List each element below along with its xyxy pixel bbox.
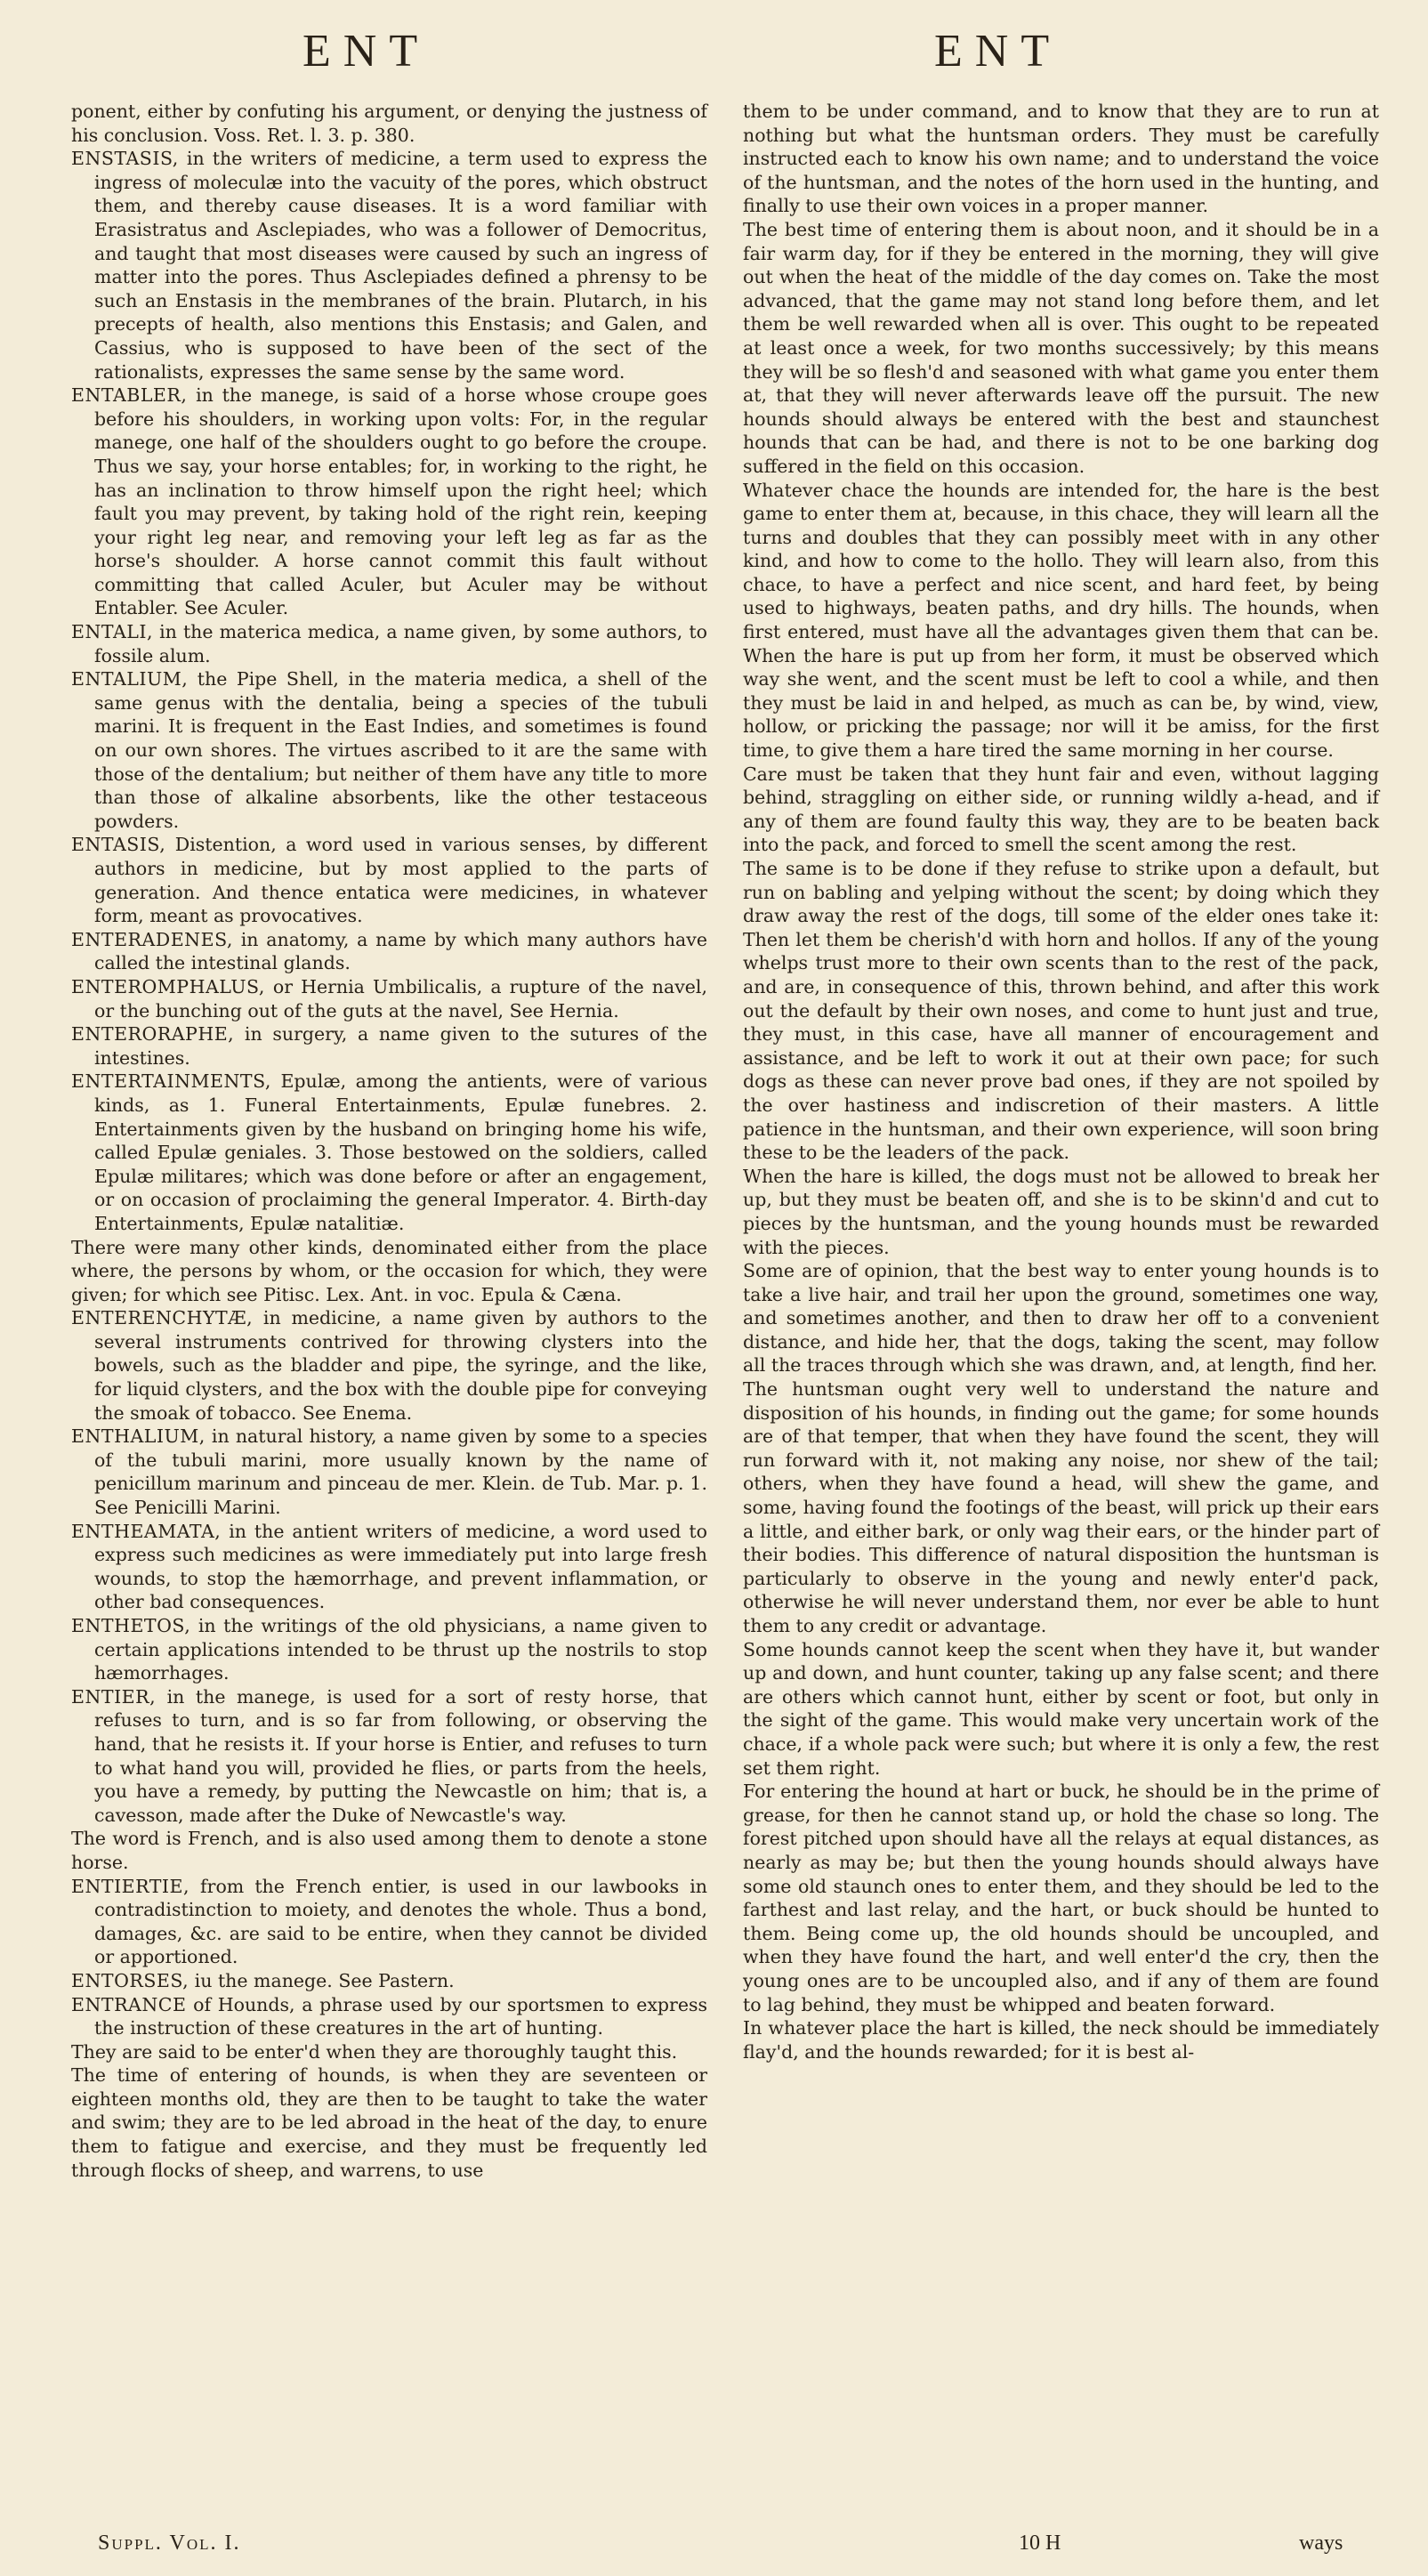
dictionary-entry: [71, 1969, 707, 1993]
entry-text: in the manege, is said of a horse whose croupe goes before his shoulders, in working upon volts: For, in the regular manege, one half of the shoulders ought to go before the croupe. Thus we say, your horse entables; for, in working to the right, he has an inclination to throw himself upon the right heel; which fault you may prevent, by taking hold of the right rein, keeping your right leg near, and removing your left leg as far as the horse's shoulder. A horse cannot commit this fault without committing that called Aculer, but Aculer may be without Entabler. See Aculer.: [94, 384, 707, 619]
continued-paragraph: ponent, either by confuting his argument, or denying the justness of his conclusion. Voss. Ret. l. 3. p. 380.: [71, 101, 707, 146]
entry-headword: ENTERTAINMENTS,: [71, 1070, 271, 1093]
entry-headword: ENSTASIS,: [71, 148, 179, 170]
entry-headword: ENTIER,: [71, 1685, 157, 1708]
entry-headword: ENTHALIUM,: [71, 1425, 206, 1448]
entry-headword: ENTEROMPHALUS,: [71, 975, 265, 997]
entry-text: in the materica medica, a name given, by some authors, to fossile alum.: [94, 621, 707, 666]
dictionary-entry: [71, 147, 707, 384]
dictionary-entry: [71, 1614, 707, 1685]
dictionary-entry: [71, 1520, 707, 1614]
catchword: ways: [1299, 2532, 1343, 2555]
entry-headword: ENTERENCHYTÆ,: [71, 1307, 254, 1329]
running-head-left: ENT: [303, 26, 431, 77]
entry-text: or Hernia Umbilicalis, a rupture of the navel, or the bunching out of the guts at the navel, See Hernia.: [94, 975, 707, 1022]
dictionary-entry: [71, 384, 707, 620]
dictionary-entry: [71, 928, 707, 975]
entry-text: in medicine, a name given by authors to the several instruments contrived for throwing clysters into the bowels, such as the bladder and pipe, the syringe, and the like, for liquid clysters, and the box with the double pipe for conveying the smoak of tobacco. See Enema.: [94, 1307, 707, 1424]
entry-text: Distention, a word used in various senses, by different authors in medicine, but by most applied to the parts of generation. And thence entatica were medicines, in whatever form, meant as provocatives.: [94, 834, 707, 927]
paragraph: The word is French, and is also used among them to denote a stone horse.: [71, 1828, 707, 1873]
entry-headword: ENTIERTIE,: [71, 1875, 190, 1897]
dictionary-entry: [71, 1685, 707, 1828]
left-column: [71, 100, 707, 2182]
dictionary-entry: [71, 975, 707, 1022]
paragraph: Care must be taken that they hunt fair and even, without lagging behind, straggling on either side, or running wildly a-head, and if any of them are found faulty this way, they are to be beaten back into the pack, and forced to smell the scent among the rest.: [743, 763, 1379, 856]
entry-text: in the writings of the old physicians, a name given to certain applications intended to be thrust up the nostrils to stop hæmorrhages.: [94, 1615, 707, 1684]
paragraph: The time of entering of hounds, is when they are seventeen or eighteen months old, they are then to be taught to take the water and swim; they are to be led abroad in the heat of the day, to enure them to fatigue and exercise, and they must be frequently led through flocks of sheep, and warrens, to use: [71, 2064, 707, 2181]
entry-headword: ENTHETOS,: [71, 1615, 191, 1636]
dictionary-entry: [71, 620, 707, 667]
entry-text: iu the manege. See Pastern.: [189, 1969, 455, 1991]
entry-text: in natural history, a name given by some to a species of the tubuli marini, more usually known by the name of penicillum marinum and pinceau de mer. Klein. de Tub. Mar. p. 1. See Penicilli Marini.: [94, 1425, 707, 1519]
dictionary-entry: [71, 667, 707, 833]
paragraph: Some hounds cannot keep the scent when they have it, but wander up and down, and hunt counter, taking up any false scent; and there are others which cannot hunt, either by scent or foot, but only in the sight of the game. This would make very uncertain work of the chace, if a whole pack were such; but where it is only a few, the rest set them right.: [743, 1638, 1379, 1779]
paragraph: Whatever chace the hounds are intended for, the hare is the best game to enter them at, because, in this chace, they will learn all the turns and doubles that they can possibly meet with in any other kind, and how to come to the hollo. They will learn also, from this chace, to have a perfect and nice scent, and hard feet, by being used to highways, beaten paths, and dry hills. The hounds, when first entered, must have all the advantages given them that can be. When the hare is put up from her form, it must be observed which way she went, and the scent must be left to cool a while, and then they must be laid in and helped, as much as can be, by wind, view, hollow, or pricking the passage; nor will it be amiss, for the first time, to give them a hare tired the same morning in her course.: [743, 479, 1379, 762]
entry-text: in the writers of medicine, a term used to express the ingress of moleculæ into the vacuity of the pores, which obstruct them, and thereby cause diseases. It is a word familiar with Erasistratus and Asclepiades, who was a follower of Democritus, and taught that most diseases were caused by such an ingress of matter into the pores. Thus Asclepiades defined a phrensy to be such an Enstasis in the membranes of the brain. Plutarch, in his precepts of health, also mentions this Enstasis; and Galen, and Cassius, who is supposed to have been of the sect of the rationalists, expresses the same sense by the same word.: [94, 148, 707, 383]
dictionary-entry: [71, 1306, 707, 1425]
volume-signature: Suppl. Vol. I.: [98, 2532, 241, 2555]
continued-paragraph: them to be under command, and to know that they are to run at nothing but what the huntsman orders. They must be carefully instructed each to know his own name; and to understand the voice of the huntsman, and the notes of the horn used in the hunting, and finally to use their own voices in a proper manner.: [743, 101, 1379, 217]
entry-text: of Hounds, a phrase used by our sportsmen to express the instruction of these creatures in the art of hunting.: [94, 1993, 707, 2039]
entry-text: from the French entier, is used in our lawbooks in contradistinction to moiety, and denotes the whole. Thus a bond, damages, &c. are said to be entire, when they cannot be divided or apportioned.: [94, 1875, 707, 1968]
paragraph: For entering the hound at hart or buck, he should be in the prime of grease, for then he cannot stand up, or hold the chase so long. The forest pitched upon should have all the relays at equal distances, as nearly as may be; but then the young hounds should always have some old staunch ones to enter them, and they should be led to the farthest and last relay, and the hart, or buck should be hunted to them. Being come up, the old hounds should be uncoupled, and when they have found the hart, and well enter'd the cry, then the young ones are to be uncoupled also, and if any of them are found to lag behind, they must be whipped and beaten forward.: [743, 1781, 1379, 2015]
paragraph: The best time of entering them is about noon, and it should be in a fair warm day, for if they be entered in the morning, they will give out when the heat of the middle of the day comes on. Take the most advanced, that the game may not stand long before them, and let them be well rewarded when all is over. This ought to be repeated at least once a week, for two months successively; by this means they will be so flesh'd and seasoned with what game you enter them at, that they will never afterwards leave off the pursuit. The new hounds should always be entered with the best and staunchest hounds that can be had, and there is not to be one barking dog suffered in the field on this occasion.: [743, 218, 1379, 477]
running-head-right: ENT: [934, 26, 1062, 77]
paragraph: The same is to be done if they refuse to strike upon a default, but run on babling and yelping without the scent; by doing which they draw away the rest of the dogs, till some of the elder ones take it: Then let them be cherish'd with horn and hollos. If any of the young whelps trust more to their own scents than to the rest of the pack, and are, in consequence of this, thrown behind, and after this work out the default by their own noses, and come to hunt just and true, they must, in this case, have all manner of encouragement and assistance, and be left to work it out at their own pace; for such dogs as these can never prove bad ones, if they are not spoiled by the over hastiness and indiscretion of their masters. A little patience in the huntsman, and their own experience, will soon bring these to be the leaders of the pack.: [743, 858, 1379, 1164]
dictionary-entry: [71, 833, 707, 927]
dictionary-entry: [71, 1070, 707, 1235]
dictionary-entry: [71, 1993, 707, 2040]
entry-headword: ENTALIUM,: [71, 668, 189, 690]
entry-text: in anatomy, a name by which many authors have called the intestinal glands.: [94, 928, 707, 974]
entry-text: in the manege, is used for a sort of resty horse, that refuses to turn, and is so far from following, or observing the hand, that he resists it. If your horse is Entier, and refuses to turn to what hand you will, provided he flies, or parts from the heels, you have a remedy, by putting the Newcastle on him; that is, a cavesson, made after the Duke of Newcastle's way.: [94, 1685, 707, 1826]
paragraph: Some are of opinion, that the best way to enter young hounds is to take a live hair, and trail her upon the ground, sometimes one way, and sometimes another, and then to draw her off to a convenient distance, and hide her, that the dogs, taking the scent, may follow all the traces through which she was drawn, and, at length, find her.: [743, 1260, 1379, 1377]
paragraph: When the hare is killed, the dogs must not be allowed to break her up, but they must be beaten off, and she is to be skinn'd and cut to pieces by the huntsman, and the young hounds must be rewarded with the pieces.: [743, 1165, 1379, 1258]
entry-text: the Pipe Shell, in the materia medica, a shell of the same genus with the dentalia, being a species of the tubuli marini. It is frequent in the East Indies, and sometimes is found on our own shores. The virtues ascribed to it are the same with those of the dentalium; but neither of them have any title to more than those of alkaline absorbents, like the other testaceous powders.: [94, 668, 707, 832]
entry-headword: ENTORSES,: [71, 1969, 190, 1991]
entry-text: in the antient writers of medicine, a word used to express such medicines as were immediately put into large fresh wounds, to stop the hæmorrhage, and prevent inflammation, or other bad consequences.: [94, 1520, 707, 1613]
entry-headword: ENTABLER,: [71, 384, 188, 407]
right-column: [743, 100, 1379, 2063]
dictionary-entry: [71, 1875, 707, 1969]
dictionary-entry: [71, 1022, 707, 1070]
paragraph: The huntsman ought very well to understand the nature and disposition of his hounds, in finding out the game; for some hounds are of that temper, that when they have found the scent, they will run forward with it, not making any noise, nor shew of the tail; others, when they have found a head, will shew the game, and some, having found the footings of the beast, will prick up their ears a little, and either bark, or only wag their ears, or the hinder part of their bodies. This difference of natural disposition the huntsman is particularly to observe in the young and newly enter'd pack, otherwise he will never understand them, nor ever be able to hunt them to any credit or advantage.: [743, 1378, 1379, 1636]
paragraph: In whatever place the hart is killed, the neck should be immediately flay'd, and the hounds rewarded; for it is best al-: [743, 2017, 1379, 2063]
entry-headword: ENTERADENES,: [71, 928, 233, 950]
paragraph: They are said to be enter'd when they are thoroughly taught this.: [71, 2040, 678, 2063]
entry-headword: ENTRANCE: [71, 1993, 187, 2015]
paragraph: There were many other kinds, denominated either from the place where, the persons by whom, or the occasion for which, they were given; for which see Pitisc. Lex. Ant. in voc. Epula & Cæna.: [71, 1236, 707, 1305]
entry-headword: ENTERORAPHE,: [71, 1023, 235, 1046]
entry-text: in surgery, a name given to the sutures of the intestines.: [94, 1023, 707, 1069]
entry-headword: ENTASIS,: [71, 834, 166, 856]
entry-headword: ENTALI,: [71, 621, 153, 643]
dictionary-entry: [71, 1425, 707, 1519]
entry-text: Epulæ, among the antients, were of various kinds, as 1. Funeral Entertainments, Epulæ funebres. 2. Entertainments given by the husband on bringing home his wife, called Epulæ geniales. 3. Those bestowed on the soldiers, called Epulæ militares; which was done before or after an engagement, or on occasion of proclaiming the general Imperator. 4. Birth-day Entertainments, Epulæ natalitiæ.: [94, 1070, 707, 1234]
signature-mark: 10 H: [1019, 2532, 1061, 2555]
entry-headword: ENTHEAMATA,: [71, 1520, 222, 1542]
